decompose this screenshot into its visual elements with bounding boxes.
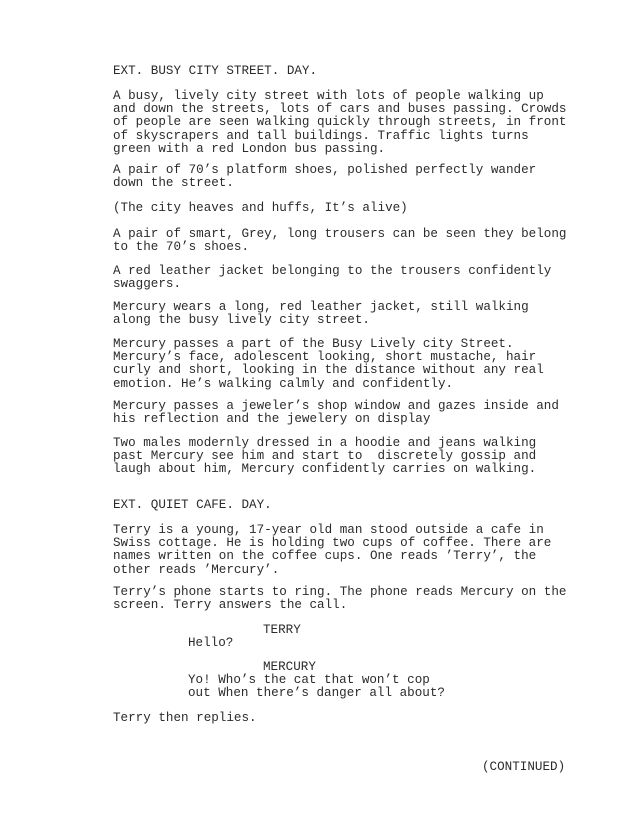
character-name: MERCURY [263, 660, 316, 674]
dialogue: Hello? [188, 636, 234, 650]
character-name: TERRY [263, 623, 301, 637]
action-paragraph: Terry’s phone starts to ring. The phone reads Mercury on the screen. Terry answers the call. [113, 585, 567, 613]
action-paragraph: (The city heaves and huffs, It’s alive) [113, 201, 408, 215]
action-paragraph: Terry is a young, 17-year old man stood outside a cafe in Swiss cottage. He is holding two cups of coffee. There are names written on the coffee cups. One reads ’Terry’, the other reads ’Mercury’. [113, 523, 552, 577]
scene-heading: EXT. BUSY CITY STREET. DAY. [113, 64, 318, 78]
action-paragraph: Two males modernly dressed in a hoodie and jeans walking past Mercury see him and start to discretely gossip and laugh about him, Mercury confidently carries on walking. [113, 436, 537, 477]
dialogue: Yo! Who’s the cat that won’t cop out When there’s danger all about? [188, 673, 445, 701]
action-paragraph: A pair of smart, Grey, long trousers can be seen they belong to the 70’s shoes. [113, 227, 567, 255]
continued-marker: (CONTINUED) [482, 760, 566, 774]
scene-heading: EXT. QUIET CAFE. DAY. [113, 498, 272, 512]
action-paragraph: Mercury passes a part of the Busy Lively city Street. Mercury’s face, adolescent looking, short mustache, hair curly and short, looking in the distance without any real emotion. He’s walking calmly and confidently. [113, 337, 544, 391]
action-paragraph: A pair of 70’s platform shoes, polished perfectly wander down the street. [113, 163, 537, 191]
action-paragraph: Terry then replies. [113, 711, 257, 725]
action-paragraph: Mercury passes a jeweler’s shop window and gazes inside and his reflection and the jewelery on display [113, 399, 559, 427]
action-paragraph: A red leather jacket belonging to the trousers confidently swaggers. [113, 264, 552, 292]
action-paragraph: Mercury wears a long, red leather jacket, still walking along the busy lively city street. [113, 300, 529, 328]
action-paragraph: A busy, lively city street with lots of people walking up and down the streets, lots of cars and buses passing. Crowds of people are seen walking quickly through streets, in front of skyscrapers and tall buildings. Traffic lights turns green with a red London bus passing. [113, 89, 567, 156]
